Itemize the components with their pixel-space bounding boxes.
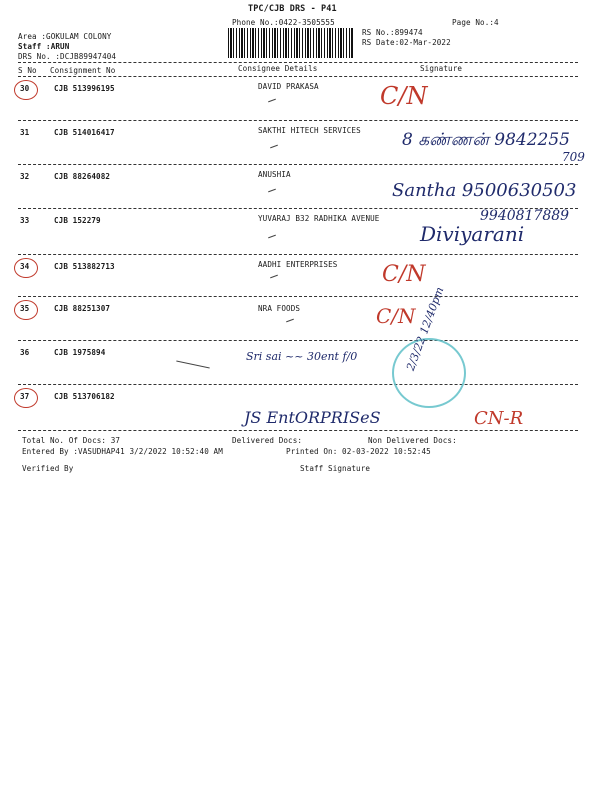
col-header-consignment: Consignment No	[50, 66, 116, 75]
circle-mark	[14, 80, 38, 100]
page-number: Page No.:4	[452, 18, 499, 27]
row-consignment: CJB 513996195	[54, 84, 115, 93]
circle-mark	[14, 300, 38, 320]
row-consignee: NRA FOODS	[258, 304, 301, 313]
row-sno: 37	[20, 392, 30, 401]
divider	[18, 254, 578, 255]
row-consignee: ANUSHIA	[258, 170, 291, 179]
divider	[18, 296, 578, 297]
handwritten-signature: JS EntORPRISeS	[244, 408, 381, 427]
area-label: Area :GOKULAM COLONY	[18, 32, 112, 41]
row-sno: 35	[20, 304, 30, 313]
circle-mark	[14, 258, 38, 278]
handwritten-signature: Diviyarani	[420, 222, 525, 246]
rs-date: RS Date:02-Mar-2022	[362, 38, 451, 47]
row-sno: 36	[20, 348, 30, 357]
pen-stroke	[176, 360, 209, 368]
row-consignment: CJB 152279	[54, 216, 101, 225]
row-consignment: CJB 88264082	[54, 172, 111, 181]
entered-by: Entered By :VASUDHAP41 3/2/2022 10:52:40 AM	[22, 447, 223, 456]
handwritten-phone: 9940817889	[480, 208, 570, 224]
pen-tick	[268, 99, 276, 103]
printed-on: Printed On: 02-03-2022 10:52:45	[286, 447, 431, 456]
handwritten-cn: C/N	[380, 82, 428, 110]
handwritten-cn: CN-R	[474, 408, 524, 429]
handwritten-cn: C/N	[376, 304, 416, 328]
divider	[18, 120, 578, 121]
divider	[18, 164, 578, 165]
verified-by: Verified By	[22, 464, 74, 473]
col-header-consignee: Consignee Details	[238, 64, 318, 73]
row-consignee: SAKTHI HITECH SERVICES	[258, 126, 361, 135]
pen-tick	[270, 275, 278, 279]
phone-number: Phone No.:0422-3505555	[232, 18, 335, 27]
handwritten-signature: Santha 9500630503	[392, 180, 577, 201]
row-sno: 31	[20, 128, 30, 137]
delivery-stamp	[392, 338, 466, 408]
row-consignment: CJB 514016417	[54, 128, 115, 137]
handwritten-signature: Sri sai ~~ 30ent f/0	[246, 350, 358, 363]
handwritten-signature: 8 கண்ணன் 9842255	[402, 130, 570, 150]
divider	[18, 430, 578, 431]
row-sno: 32	[20, 172, 30, 181]
staff-signature: Staff Signature	[300, 464, 371, 473]
handwritten-cn: C/N	[382, 262, 426, 287]
row-consignee: AADHI ENTERPRISES	[258, 260, 338, 269]
staff-label: Staff :ARUN	[18, 42, 70, 51]
pen-tick	[286, 319, 294, 323]
pen-tick	[268, 235, 276, 239]
handwritten-note: 709	[562, 150, 585, 164]
row-consignment: CJB 513882713	[54, 262, 115, 271]
row-sno: 30	[20, 84, 30, 93]
drs-title: TPC/CJB DRS - P41	[248, 4, 337, 14]
row-sno: 33	[20, 216, 30, 225]
pen-tick	[268, 189, 276, 193]
circle-mark	[14, 388, 38, 408]
row-consignee: YUVARAJ B32 RADHIKA AVENUE	[258, 214, 380, 223]
row-consignee: DAVID PRAKASA	[258, 82, 319, 91]
drs-number: DRS No. :DCJB89947404	[18, 52, 117, 61]
col-header-sno: S No	[18, 66, 37, 75]
rs-number: RS No.:899474	[362, 28, 423, 37]
non-delivered-docs: Non Delivered Docs:	[368, 436, 457, 445]
col-header-signature: Signature	[420, 64, 463, 73]
row-consignment: CJB 1975894	[54, 348, 106, 357]
row-consignment: CJB 513706182	[54, 392, 115, 401]
divider	[18, 62, 578, 63]
delivered-docs: Delivered Docs:	[232, 436, 303, 445]
divider	[18, 76, 578, 77]
total-docs: Total No. Of Docs: 37	[22, 436, 121, 445]
row-consignment: CJB 88251307	[54, 304, 111, 313]
pen-tick	[270, 145, 278, 149]
row-sno: 34	[20, 262, 30, 271]
divider	[18, 384, 578, 385]
divider	[18, 340, 578, 341]
handwritten-stamp-note: 2/3/22 12/40pm	[404, 285, 447, 373]
barcode-image	[228, 28, 354, 58]
